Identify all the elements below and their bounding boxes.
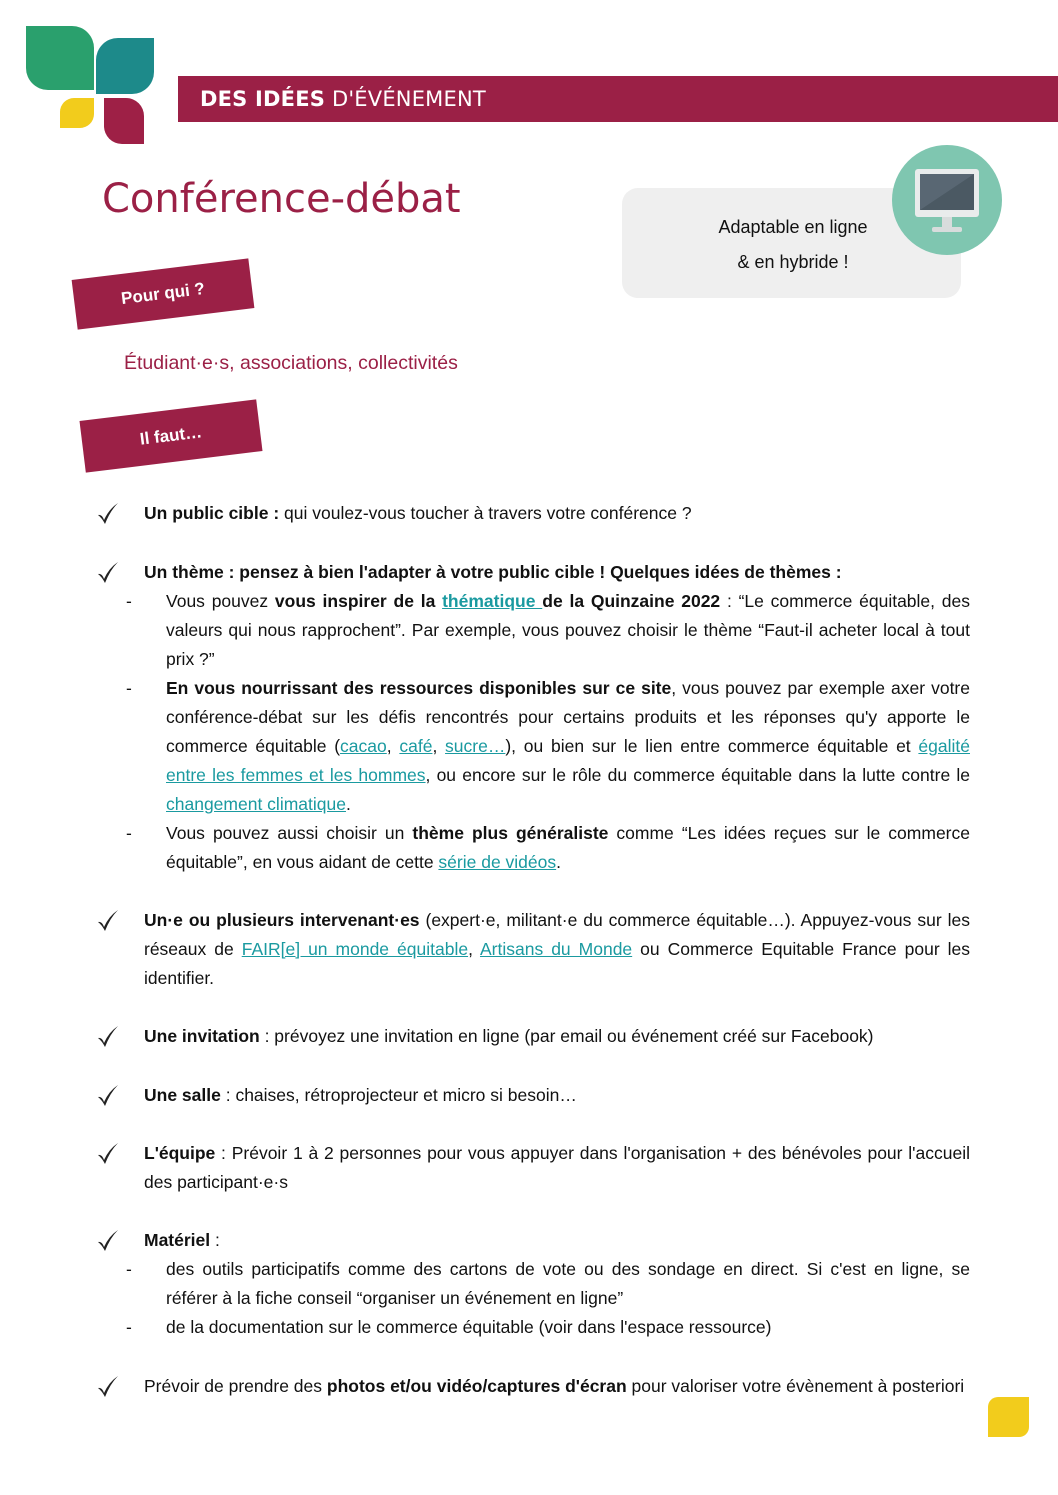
tag-pour-qui: Pour qui ? [72,258,255,329]
header-banner [178,76,1058,122]
adaptable-line1: Adaptable en ligne [718,217,868,237]
list-item-salle [96,1081,970,1110]
text: ou Commerce Equitable France pour les identifier. [144,939,971,988]
theme-label: Un thème : pensez à bien l'adapter à votre public cible ! Quelques idées de thèmes : [144,562,842,582]
text: comme “Les idées reçues sur le commerce équitable”, en vous aidant de cette [166,823,970,872]
link-faire-monde-equitable[interactable]: FAIR[e] un monde équitable [241,939,469,959]
text: : “Le commerce équitable, des valeurs qui nous rapprochent”. Par exemple, vous pouvez choisir le thème “Faut-il acheter local à tout prix ?” [166,591,971,669]
list-item-theme [96,558,970,877]
theme-sub-1 [126,587,971,674]
text-bold: de la Quinzaine 2022 [542,591,721,611]
check-icon [96,1228,120,1252]
link-cacao[interactable]: cacao [340,736,387,756]
link-serie-videos[interactable]: série de vidéos [438,852,557,872]
text: ), ou bien sur le lien entre commerce équitable et [505,736,919,756]
link-sucre[interactable]: sucre… [445,736,506,756]
audience-text: Étudiant·e·s, associations, collectivités [124,352,458,374]
equipe-label: L'équipe [144,1143,216,1163]
check-icon [96,1141,120,1165]
text: . [345,794,351,814]
logo-leaf-yellow [60,98,94,128]
dash: - [126,591,132,611]
adaptable-line2: & en hybride ! [737,252,849,272]
text: Vous pouvez aussi choisir un [166,823,413,843]
text-bold: thème plus généraliste [412,823,609,843]
invitation-text: : prévoyez une invitation en ligne (par email ou événement créé sur Facebook) [259,1026,874,1046]
list-item-materiel [96,1226,970,1342]
materiel-sub-2 [126,1313,970,1342]
photos-label: photos et/ou vidéo/captures d'écran [326,1376,627,1396]
text: , ou encore sur le rôle du commerce équitable dans la lutte contre le [425,765,970,785]
banner-bold: DES IDÉES [200,87,326,111]
salle-text: : chaises, rétroprojecteur et micro si besoin… [220,1085,577,1105]
materiel-label: Matériel [144,1230,211,1250]
link-egalite[interactable]: égalité entre les femmes et les hommes [166,736,970,785]
text: , vous pouvez par exemple axer votre conférence-débat sur les défis rencontrés pour certains produits et les réponses qu'y apporte le commerce équitable ( [166,678,970,756]
list-item-equipe [96,1139,970,1197]
logo-leaf-green [26,26,94,90]
public-label: Un public cible : [144,503,280,523]
text-bold: vous inspirer de la [274,591,443,611]
link-thematique[interactable]: thématique [442,591,543,611]
salle-label: Une salle [144,1085,221,1105]
page-title: Conférence-débat [102,176,461,222]
intervenants-label: Un·e ou plusieurs intervenant·es [144,910,420,930]
dash: - [126,1259,132,1279]
invitation-label: Une invitation [144,1026,260,1046]
check-icon [96,1024,120,1048]
text-bold: En vous nourrissant des ressources disponibles sur ce site [166,678,672,698]
check-icon [96,1083,120,1107]
link-artisans-du-monde[interactable]: Artisans du Monde [479,939,633,959]
tag-il-faut: Il faut… [79,399,262,472]
text: des outils participatifs comme des cartons de vote ou des sondage en direct. Si c'est en ligne, se référer à la fiche conseil “organiser un événement en ligne” [166,1259,970,1308]
banner-rest: D'ÉVÉNEMENT [325,87,486,111]
fairtrade-logo [26,26,156,144]
text: Prévoir de prendre des [144,1376,327,1396]
check-icon [96,501,120,525]
theme-sub-2 [126,674,970,819]
monitor-icon [892,145,1002,255]
text: Vous pouvez [166,591,275,611]
materiel-sub-1 [126,1255,970,1313]
text: de la documentation sur le commerce équitable (voir dans l'espace ressource) [166,1317,772,1337]
link-cafe[interactable]: café [399,736,433,756]
text: , [386,736,400,756]
logo-leaf-burgundy [104,98,144,144]
text: . [556,852,562,872]
public-text: qui voulez-vous toucher à travers votre conférence ? [279,503,692,523]
logo-leaf-teal [96,38,154,94]
dash: - [126,1317,132,1337]
list-item-public [96,499,970,528]
corner-decoration [988,1397,1029,1437]
text: , [468,939,480,959]
check-icon [96,1374,120,1398]
link-changement-climatique[interactable]: changement climatique [166,794,346,814]
list-item-photos [96,1372,970,1401]
text: , [432,736,446,756]
dash: - [126,823,132,843]
list-item-invitation [96,1022,970,1051]
materiel-text: : [210,1230,220,1250]
equipe-text: : Prévoir 1 à 2 personnes pour vous appuyer dans l'organisation + des bénévoles pour l'accueil des participant·e·s [144,1143,970,1192]
theme-sub-3 [126,819,970,877]
dash: - [126,678,132,698]
text: pour valoriser votre évènement à posteriori [626,1376,965,1396]
check-icon [96,908,120,932]
text: (expert·e, militant·e du commerce équitable…). Appuyez-vous sur les réseaux de [144,910,970,959]
list-item-intervenants [96,906,970,993]
check-icon [96,560,120,584]
